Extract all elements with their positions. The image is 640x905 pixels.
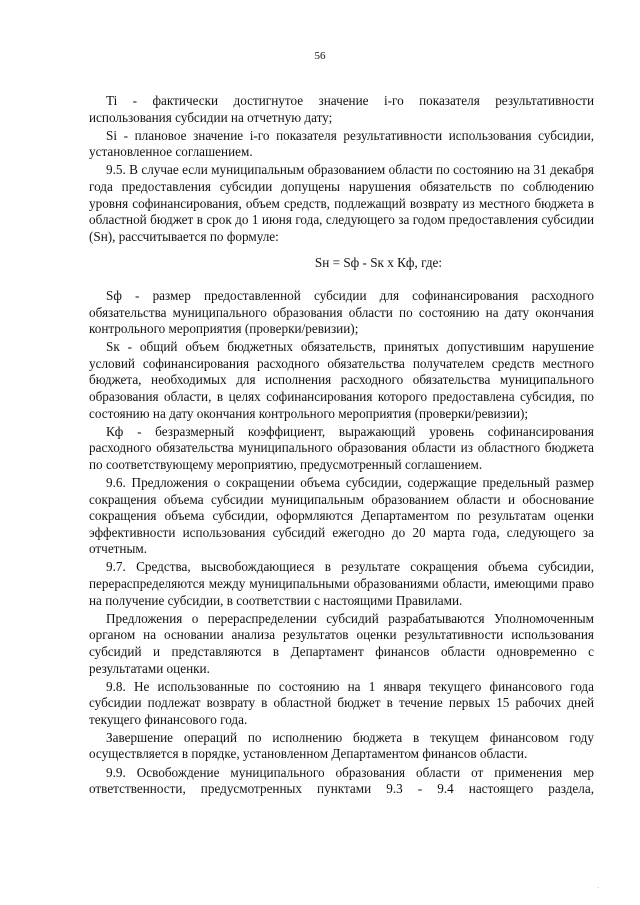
paragraph-9-6: 9.6. Предложения о сокращении объема субсидии, содержащие предельный размер сокращения объема субсидии муниципальным образованием области и обоснование сокращения объема субсидии, оформляются Департаментом по результатам оценки эффективности использования субсидий ежегодно до 20 марта года, следующего за отчетным. [89,474,594,557]
paragraph-budget-operations: Завершение операций по исполнению бюджета в текущем финансовом году осуществляется в порядке, установленном Департаментом финансов области. [89,729,594,762]
paragraph-kf-definition: Кф - безразмерный коэффициент, выражающий уровень софинансирования расходного обязательства муниципального образования области из областного бюджета по соответствующему мероприятию, предусмотренный соглашением. [89,423,594,472]
paragraph-sk-definition: Sк - общий объем бюджетных обязательств, принятых допустившим нарушение условий софинансирования расходного обязательства получателем средств местного бюджета, необходимых для исполнения расходного обязательства муниципального образования области, в целях софинансирования которого предоставлена субсидия, по состоянию на дату окончания контрольного мероприятия (проверки/ревизии); [89,339,594,421]
paragraph-ti-definition: Ti - фактически достигнутое значение i-го показателя результативности использования субсидии на отчетную дату; [89,93,594,125]
paragraph-9-5: 9.5. В случае если муниципальным образованием области по состоянию на 31 декабря года предоставления субсидии допущены нарушения обязательств по соблюдению уровня софинансирования, объем средств, подлежащий возврату из местного бюджета в областной бюджет в срок до 1 июня года, следующего за годом предоставления субсидии (Sн), рассчитывается по формуле: [89,162,594,244]
document-body [89,93,594,799]
paragraph-redistribution-proposals: Предложения о перераспределении субсидий разрабатываются Уполномоченным органом на основании анализа результатов оценки результативности использования субсидий и представляются в Департамент финансов области одновременно с результатами оценки. [89,610,594,676]
formula: Sн = Sф - Sк х Кф, где: [314,255,443,271]
paragraph-sf-definition: Sф - размер предоставленной субсидии для софинансирования расходного обязательства муниципального образования области по состоянию на дату окончания контрольного мероприятия (проверки/ревизии); [89,287,594,337]
paragraph-9-8: 9.8. Не использованные по состоянию на 1 января текущего финансового года субсидии подлежат возврату в областной бюджет в течение первых 15 рабочих дней текущего финансового года. [89,678,594,727]
paragraph-9-7: 9.7. Средства, высвобождающиеся в результате сокращения объема субсидии, перераспределяются между муниципальными образованиями области, имеющими право на получение субсидии, в соответствии с настоящими Правилами. [89,559,594,608]
page-number: 56 [314,50,326,62]
paragraph-9-9: 9.9. Освобождение муниципального образования области от применения мер ответственности, предусмотренных пунктами 9.3 - 9.4 настоящего раздела, [89,764,594,797]
corner-mark: · [597,884,600,892]
paragraph-si-definition: Si - плановое значение i-го показателя результативности использования субсидии, установленное соглашением. [89,127,594,160]
